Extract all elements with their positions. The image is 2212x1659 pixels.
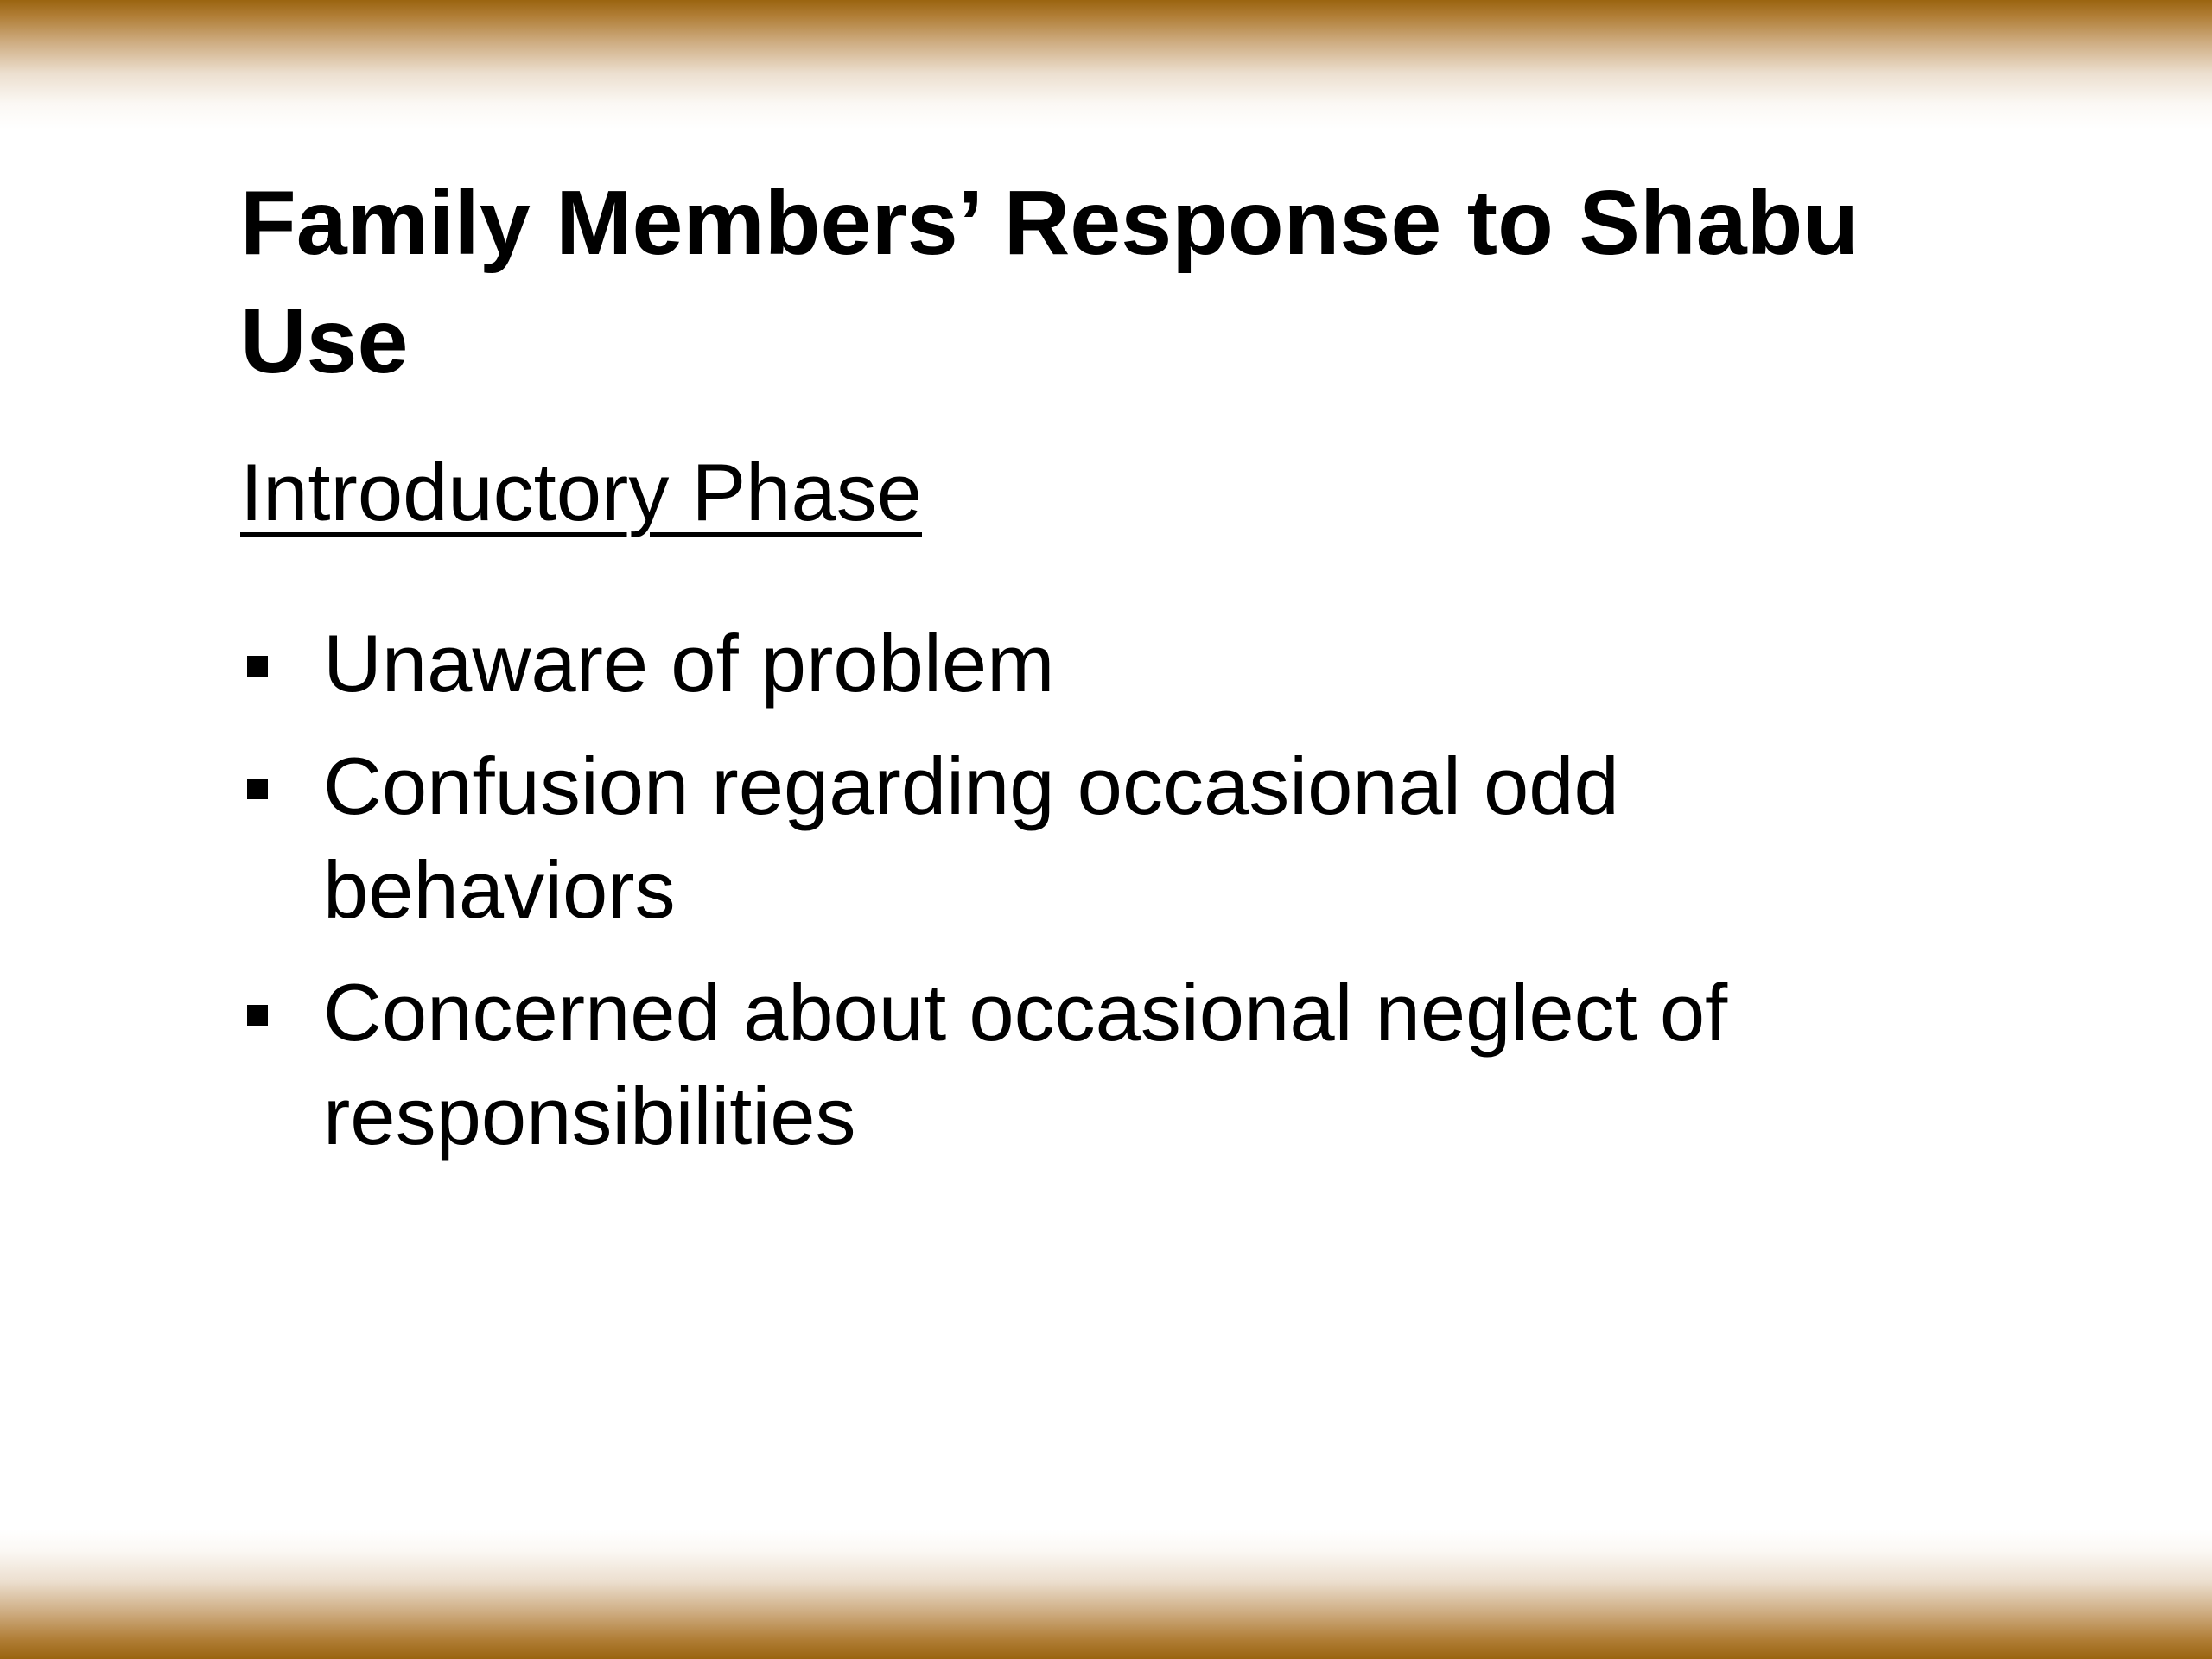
section-subheading: Introductory Phase — [240, 447, 922, 537]
slide-title: Family Members’ Response to Shabu Use — [240, 172, 1859, 392]
bullet-text: Concerned about occasional neglect of responsibilities — [323, 967, 1728, 1161]
bullet-item — [240, 734, 1968, 942]
bullet-item — [240, 612, 1968, 715]
bullet-item — [240, 961, 1968, 1168]
bullet-text: Confusion regarding occasional odd behaviors — [323, 741, 1619, 935]
top-decorative-band — [0, 0, 2212, 130]
square-bullet-icon — [247, 1005, 268, 1026]
square-bullet-icon — [247, 656, 268, 677]
bottom-decorative-band — [0, 1529, 2212, 1659]
bullet-text: Unaware of problem — [323, 618, 1055, 709]
bullet-list — [240, 612, 1968, 1187]
square-bullet-icon — [247, 779, 268, 799]
